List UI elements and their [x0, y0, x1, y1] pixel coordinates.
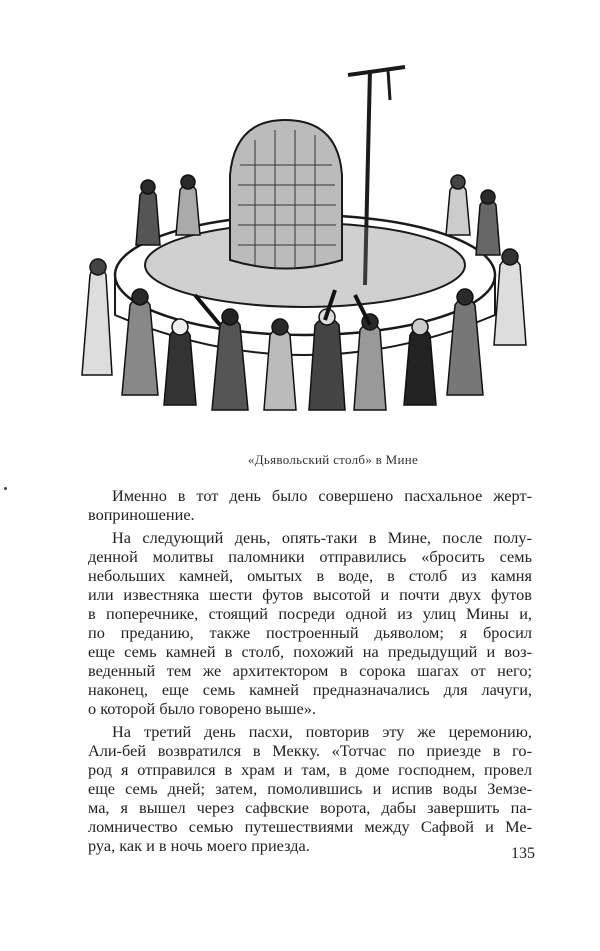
text-line: руа, как и в ночь моего приезда. — [88, 836, 310, 855]
text-line: денной молитвы паломники отправились «бросить семь — [88, 547, 532, 566]
text-line: или известняка шести футов высотой и почти двух футов — [88, 585, 532, 604]
illustration-caption: «Дьявольский столб» в Мине — [247, 452, 419, 467]
text-line: На следующий день, опять-таки в Мине, после полу- — [112, 528, 532, 547]
paragraph-1 — [88, 486, 532, 524]
text-line: воприношение. — [88, 505, 195, 524]
text-line: еще семь камней в столб, похожий на предыдущий и воз- — [88, 642, 532, 661]
text-line: Именно в тот день было совершено пасхальное жерт- — [112, 486, 532, 505]
devil-pillar-illustration — [70, 45, 540, 430]
text-line: веденный тем же архитектором в сорока шагах от него; — [88, 661, 532, 680]
page-number: 135 — [511, 845, 535, 862]
text-line: На третий день пасхи, повторив эту же церемонию, — [112, 722, 532, 741]
text-line: наконец, еще семь камней предназначались для лачуги, — [88, 680, 532, 699]
pole-crossbar — [348, 67, 405, 75]
text-line: о которой было говорено выше». — [88, 699, 316, 718]
text-line: ма, я вышел через сафвские ворота, дабы завершить па- — [88, 798, 532, 817]
text-line: Али-бей возвратился в Мекку. «Тотчас по приезде в го- — [88, 741, 532, 760]
paragraph-3 — [88, 722, 532, 855]
pillar — [230, 120, 342, 269]
paragraph-2 — [88, 528, 532, 718]
text-line: род я отправился в храм и там, в доме господнем, провел — [88, 760, 532, 779]
text-line: еще семь дней; затем, помолившись и испив воды Земзе- — [88, 779, 532, 798]
text-line: небольших камней, омытых в воде, в столб из камня — [88, 566, 532, 585]
text-line: по преданию, также построенный дьяволом; я бросил — [88, 623, 532, 642]
body-text — [88, 486, 532, 859]
text-line: ломничество семью путешествиями между Сафвой и Ме- — [88, 817, 532, 836]
scan-speck — [4, 487, 7, 490]
text-line: в поперечнике, стоящий посреди одной из улиц Мины и, — [88, 604, 532, 623]
